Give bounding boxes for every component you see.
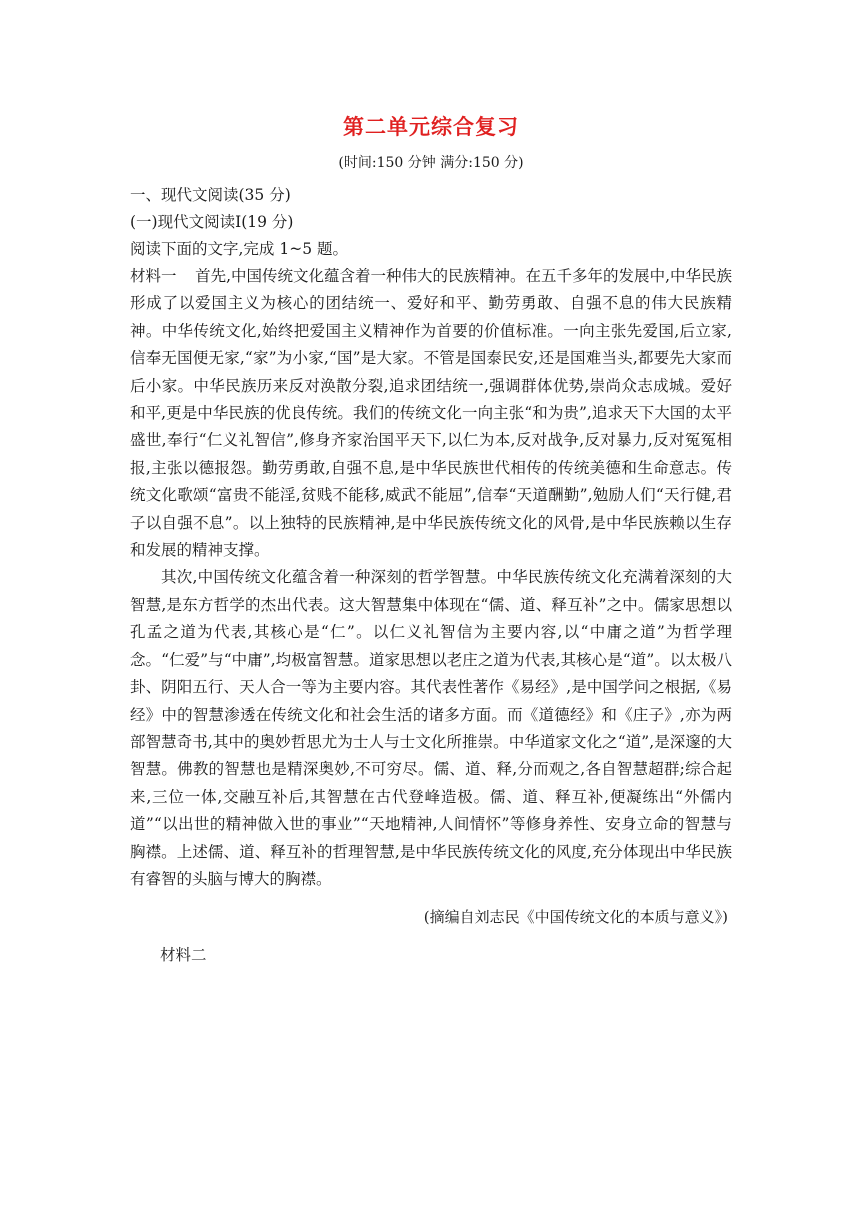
exam-meta: (时间:150 分钟 满分:150 分) xyxy=(338,155,524,171)
material-two-label: 材料二 xyxy=(160,946,207,965)
document-title: 第二单元综合复习 xyxy=(343,115,519,139)
material-one-paragraph-2: 其次,中国传统文化蕴含着一种深刻的哲学智慧。中华民族传统文化充满着深刻的大智慧,是东方哲学的杰出代表。这大智慧集中体现在“儒、道、释互补”之中。儒家思想以孔孟之道为代表,其核心是“仁”。以仁义礼智信为主要内容,以“中庸之道”为哲学理念。“仁爱”与“中庸”,均极富智慧。道家思想以老庄之道为代表,其核心是“道”。以太极八卦、阴阳五行、天人合一等为主要内容。其代表性著作《易经》,是中国学问之根据,《易经》中的智慧渗透在传统文化和社会生活的诸多方面。而《道德经》和《庄子》,亦为两部智慧奇书,其中的奥妙哲思尤为士人与士文化所推崇。中华道家文化之“道”,是深邃的大智慧。佛教的智慧也是精深奥妙,不可穷尽。儒、道、释,分而观之,各自智慧超群;综合起来,三位一体,交融互补后,其智慧在古代登峰造极。儒、道、释互补,便凝练出“外儒内道”“以出世的精神做入世的事业”“天地精神,人间情怀”等修身养性、安身立命的智慧与胸襟。上述儒、道、释互补的哲理智慧,是中华民族传统文化的风度,充分体现出中华民族有睿智的头脑与博大的胸襟。 xyxy=(130,568,732,888)
section-heading: 一、现代文阅读(35 分) xyxy=(130,186,291,204)
material-one-label: 材料一 xyxy=(130,267,177,285)
material-one-source: (摘编自刘志民《中国传统文化的本质与意义》) xyxy=(423,908,728,927)
document-page xyxy=(130,108,732,969)
material-one-paragraph-1-text: 首先,中国传统文化蕴含着一种伟大的民族精神。在五千多年的发展中,中华民族形成了以爱国主义为核心的团结统一、爱好和平、勤劳勇敢、自强不息的伟大民族精神。中华传统文化,始终把爱国主义精神作为首要的价值标准。一向主张先爱国,后立家,信奉无国便无家,“家”为小家,“国”是大家。不管是国泰民安,还是国难当头,都要先大家而后小家。中华民族历来反对涣散分裂,追求团结统一,强调群体优势,崇尚众志成城。爱好和平,更是中华民族的优良传统。我们的传统文化一向主张“和为贵”,追求天下大国的太平盛世,奉行“仁义礼智信”,修身齐家治国平天下,以仁为本,反对战争,反对暴力,反对冤冤相报,主张以德报怨。勤劳勇敢,自强不息,是中华民族世代相传的传统美德和生命意志。传统文化歌颂“富贵不能淫,贫贱不能移,威武不能屈”,信奉“天道酬勤”,勉励人们“天行健,君子以自强不息”。以上独特的民族精神,是中华民族传统文化的风骨,是中华民族赖以生存和发展的精神支撑。 xyxy=(130,267,732,560)
material-one-paragraph-1 xyxy=(130,263,732,564)
subsection-heading: (一)现代文阅读Ⅰ(19 分) xyxy=(130,213,294,231)
reading-instruction: 阅读下面的文字,完成 1~5 题。 xyxy=(130,240,348,258)
